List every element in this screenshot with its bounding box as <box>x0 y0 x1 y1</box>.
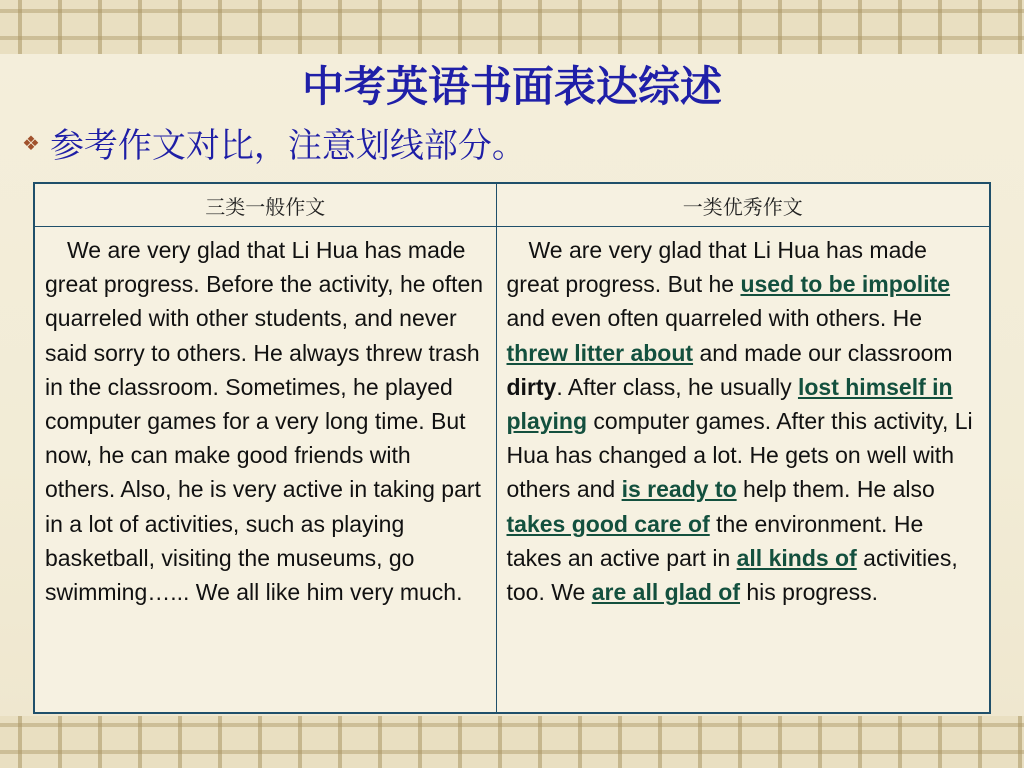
essay-text: and even often quarreled with others. He <box>506 305 923 332</box>
essay-text: We are very glad that Li Hua has made great progress. But he <box>506 237 927 298</box>
essay-comparison-table <box>33 182 991 714</box>
underlined-phrase: takes good care of <box>506 510 710 537</box>
decorative-border-top <box>0 0 1024 54</box>
essay-text: . After class, he usually <box>556 373 798 400</box>
underlined-phrase: threw litter about <box>506 339 694 366</box>
bullet-text: 参考作文对比，注意划线部分。 <box>49 126 526 166</box>
essay-text: the environment. He takes an active part in <box>506 510 924 571</box>
bold-phrase: dirty <box>506 373 557 400</box>
header-average-essay: 三类一般作文 <box>34 183 496 227</box>
underlined-phrase: all kinds of <box>736 544 857 571</box>
bullet-line <box>22 118 922 167</box>
slide-title: 中考英语书面表达综述 <box>301 62 722 111</box>
underlined-phrase: are all glad of <box>591 579 740 606</box>
underlined-phrase: used to be impolite <box>740 271 951 298</box>
essay-text: and made our classroom <box>693 339 953 366</box>
diamond-bullet-icon: ❖ <box>22 130 40 155</box>
essay-text: help them. He also <box>736 476 935 503</box>
decorative-border-bottom <box>0 716 1024 768</box>
underlined-phrase: lost himself in playing <box>506 373 953 435</box>
essay-text: his progress. <box>740 579 879 606</box>
excellent-essay-cell <box>496 227 990 714</box>
average-essay-text: We are very glad that Li Hua has made great progress. Before the activity, he often quarreled with other students, and never said sorry to others. He always threw trash in the classroom. Sometimes, he played computer games for a very long time. But now, he can make good friends with others. Also, he is very active in taking part in a lot of activities, such as playing basketball, visiting the museums, go swimming…... We all like him very much. <box>45 237 484 606</box>
table-header-row <box>34 183 990 227</box>
average-essay-cell <box>34 227 496 714</box>
underlined-phrase: is ready to <box>621 476 737 503</box>
table-row <box>34 227 990 714</box>
essay-text: activities, too. We <box>506 544 958 606</box>
essay-text: computer games. After this activity, Li Hua has changed a lot. He gets on well with others and <box>506 408 973 503</box>
header-excellent-essay: 一类优秀作文 <box>496 183 990 227</box>
